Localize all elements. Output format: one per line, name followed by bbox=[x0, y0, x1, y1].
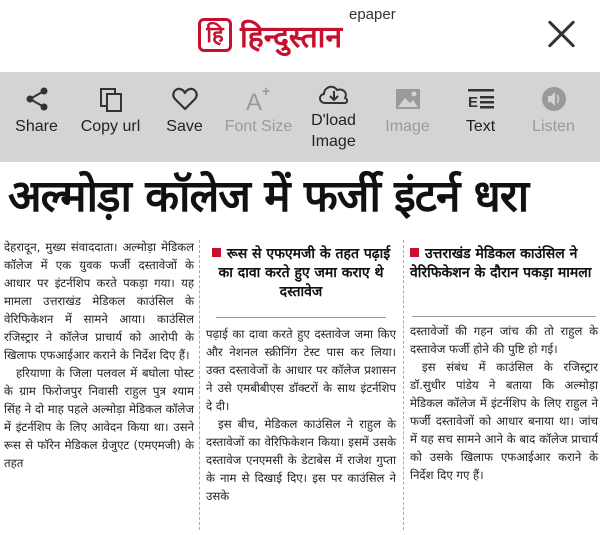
font-size-button[interactable] bbox=[221, 72, 296, 162]
logo-mark-icon: हि bbox=[198, 18, 232, 52]
share-button[interactable] bbox=[0, 72, 73, 162]
paragraph: हरियाणा के जिला पलवल में बघोला पोस्ट के ग्राम फिरोजपुर निवासी राहुल पुत्र श्याम सिंह ने दो माह पहले अल्मोड़ा मेडिकल कॉलेज में इंटर्नशिप के लिए आवेदन किया था। उसने रूस से फॉरेन मेडिकल ग्रेजुएट (एमएमजी) के तहत bbox=[4, 366, 194, 470]
article-headline: अल्मोड़ा कॉलेज में फर्जी इंटर्न धरा bbox=[8, 171, 529, 222]
column-divider bbox=[199, 240, 200, 530]
download-image-label-line2: Image bbox=[311, 133, 356, 150]
text-button[interactable] bbox=[444, 72, 517, 162]
bullet-square-icon bbox=[410, 248, 419, 257]
download-cloud-icon bbox=[314, 80, 354, 110]
download-image-label-line1: D'load bbox=[311, 112, 356, 129]
listen-button[interactable] bbox=[517, 72, 590, 162]
svg-text:+: + bbox=[261, 84, 270, 99]
article-column-1 bbox=[4, 238, 194, 472]
copy-url-label: Copy url bbox=[80, 118, 141, 135]
close-icon[interactable] bbox=[546, 18, 578, 50]
divider bbox=[412, 316, 596, 317]
image-label: Image bbox=[385, 118, 430, 135]
image-button[interactable] bbox=[371, 72, 444, 162]
column-divider bbox=[403, 240, 404, 530]
paragraph: दस्तावेजों की गहन जांच की तो राहुल के दस्तावेज फर्जी होने की पुष्टि हो गई। bbox=[410, 324, 598, 356]
font-size-label: Font Size bbox=[224, 118, 293, 135]
text-label: Text bbox=[465, 118, 496, 135]
toolbar bbox=[0, 72, 600, 162]
download-image-label bbox=[311, 110, 356, 152]
svg-text:E: E bbox=[467, 94, 478, 111]
copy-url-button[interactable] bbox=[73, 72, 148, 162]
speaker-icon bbox=[534, 84, 574, 114]
subheading-2 bbox=[206, 245, 396, 302]
copy-icon bbox=[91, 84, 131, 114]
svg-text:A: A bbox=[245, 89, 262, 114]
paragraph: पढ़ाई का दावा करते हुए दस्तावेज जमा किए और नेशनल स्क्रीनिंग टेस्ट पास कर लिया। उक्त दस्तावेजों के आधार पर कॉलेज प्रशासन ने उसे एमबीबीएस डॉक्टरों के साथ इंटर्नशिप दे दी। bbox=[206, 327, 396, 413]
font-size-icon bbox=[239, 84, 279, 114]
text-icon bbox=[461, 84, 501, 114]
logo-text: हिन्दुस्तान bbox=[240, 19, 343, 55]
bullet-square-icon bbox=[212, 248, 221, 257]
divider bbox=[216, 317, 386, 318]
article-column-3 bbox=[410, 322, 598, 484]
subheading-3 bbox=[410, 245, 598, 283]
heart-icon bbox=[165, 84, 205, 114]
paragraph: इस बीच, मेडिकल काउंसिल ने राहुल के दस्तावेजों का वेरिफिकेशन किया। इसमें उसके दस्तावेज एनएमसी के डेटाबेस में राजेश गुप्ता के नाम से दिखाई दिए। इस पर काउंसिल ने उसके bbox=[206, 417, 396, 503]
share-icon bbox=[17, 84, 57, 114]
download-image-button[interactable] bbox=[296, 72, 371, 162]
share-label: Share bbox=[15, 118, 58, 135]
save-button[interactable] bbox=[148, 72, 221, 162]
paragraph: इस संबंध में काउंसिल के रजिस्ट्रार डॉ.सुधीर पांडेय ने बताया कि अल्मोड़ा मेडिकल कॉलेज में इंटर्नशिप के लिए राहुल ने फर्जी दस्तावेजों को आधार बनाया था। जांच में यह सच सामने आने के बाद कॉलेज प्राचार्य को उसके खिलाफ एफआईआर कराने के निर्देश दिए गए हैं। bbox=[410, 360, 598, 482]
header bbox=[0, 0, 600, 72]
paragraph: देहरादून, मुख्य संवाददाता। अल्मोड़ा मेडिकल कॉलेज में एक युवक फर्जी दस्तावेजों के आधार पर इंटर्नशिप करते पकड़ा गया। यह मामला उत्तराखंड मेडिकल काउंसिल के वेरिफिकेशन में सामने आया। काउंसिल रजिस्ट्रार ने कॉलेज प्राचार्य को आरोपी के खिलाफ एफआईआर कराने के निर्देश दिए हैं। bbox=[4, 240, 194, 362]
epaper-label: epaper bbox=[349, 6, 396, 23]
logo[interactable] bbox=[198, 10, 342, 60]
save-label: Save bbox=[166, 118, 203, 135]
listen-label: Listen bbox=[532, 118, 575, 135]
subheading-3-text: उत्तराखंड मेडिकल काउंसिल ने वेरिफिकेशन के दौरान पकड़ा मामला bbox=[410, 246, 592, 281]
subheading-2-text: रूस से एफएमजी के तहत पढ़ाई का दावा करते हुए जमा कराए थे दस्तावेज bbox=[218, 246, 391, 300]
image-icon bbox=[388, 84, 428, 114]
article-column-2 bbox=[206, 325, 396, 505]
